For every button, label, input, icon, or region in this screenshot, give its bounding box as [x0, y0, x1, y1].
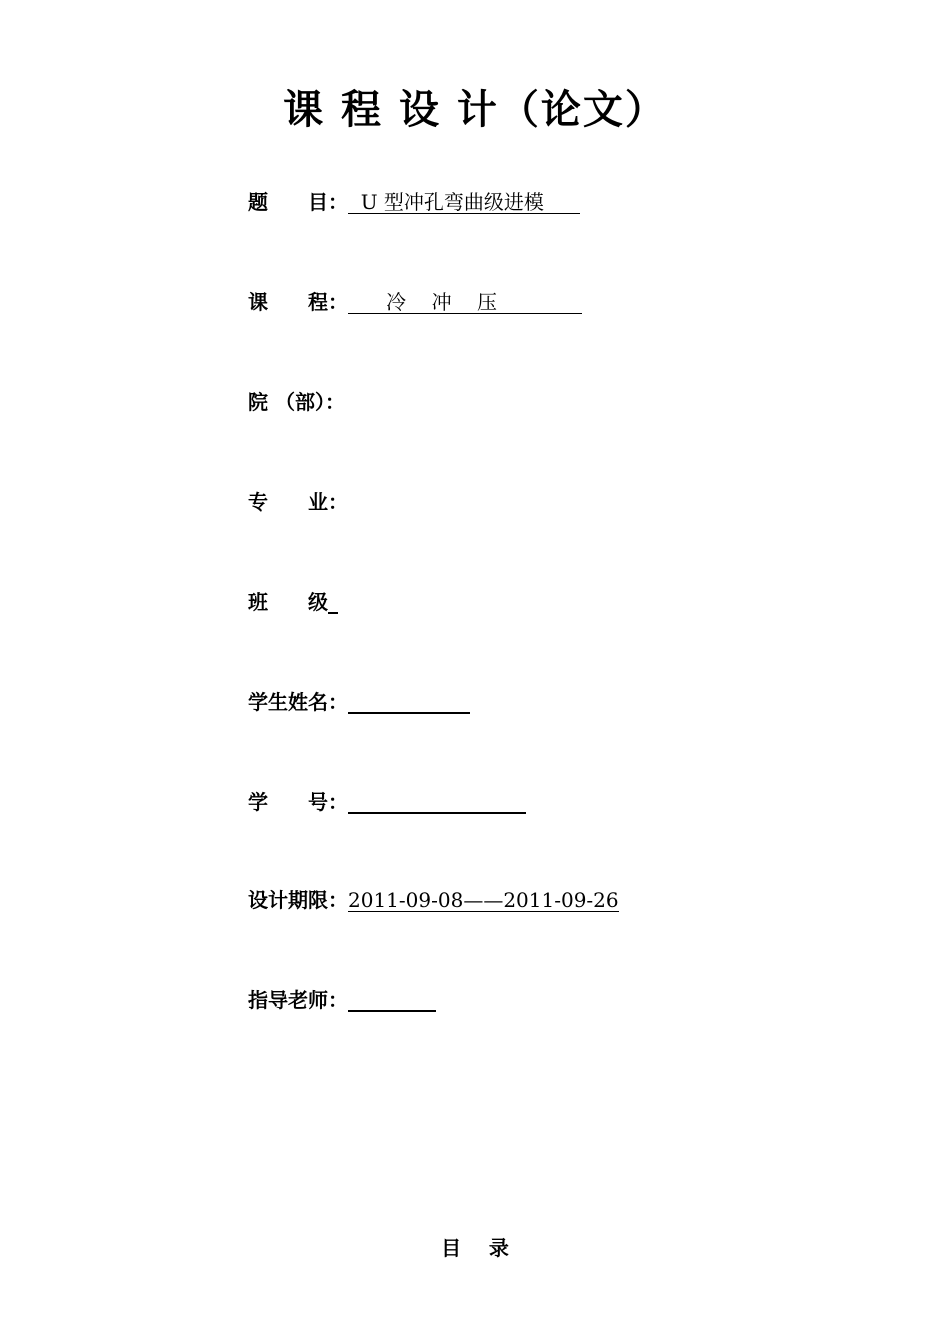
- department-label: 院 （部）：: [248, 390, 345, 414]
- student-name-label: 学生姓名：: [248, 690, 348, 714]
- document-title: 课 程 设 计（论文）: [283, 87, 667, 133]
- course-value: 冷 冲 压: [348, 291, 582, 314]
- period-value: 2011-09-08——2011-09-26: [348, 888, 619, 912]
- student-id-blank: [348, 790, 526, 814]
- class-blank: [328, 590, 338, 614]
- field-department: [248, 384, 345, 414]
- toc-heading: 目 录: [441, 1236, 509, 1260]
- field-student-id: [248, 784, 526, 814]
- field-course: [248, 284, 582, 314]
- student-name-blank: [348, 690, 470, 714]
- field-advisor: [248, 982, 436, 1012]
- field-class: [248, 584, 338, 614]
- field-topic: [248, 184, 580, 214]
- advisor-label: 指导老师：: [248, 988, 348, 1012]
- course-label: 课 程：: [248, 290, 348, 314]
- topic-value: U 型冲孔弯曲级进模: [348, 191, 580, 214]
- period-label: 设计期限：: [248, 888, 348, 912]
- field-student-name: [248, 684, 470, 714]
- major-label: 专 业：: [248, 490, 348, 514]
- student-id-label: 学 号：: [248, 790, 348, 814]
- field-period: [248, 882, 619, 912]
- class-label: 班 级: [248, 590, 328, 614]
- advisor-blank: [348, 988, 436, 1012]
- topic-label: 题 目：: [248, 190, 348, 214]
- field-major: [248, 484, 348, 514]
